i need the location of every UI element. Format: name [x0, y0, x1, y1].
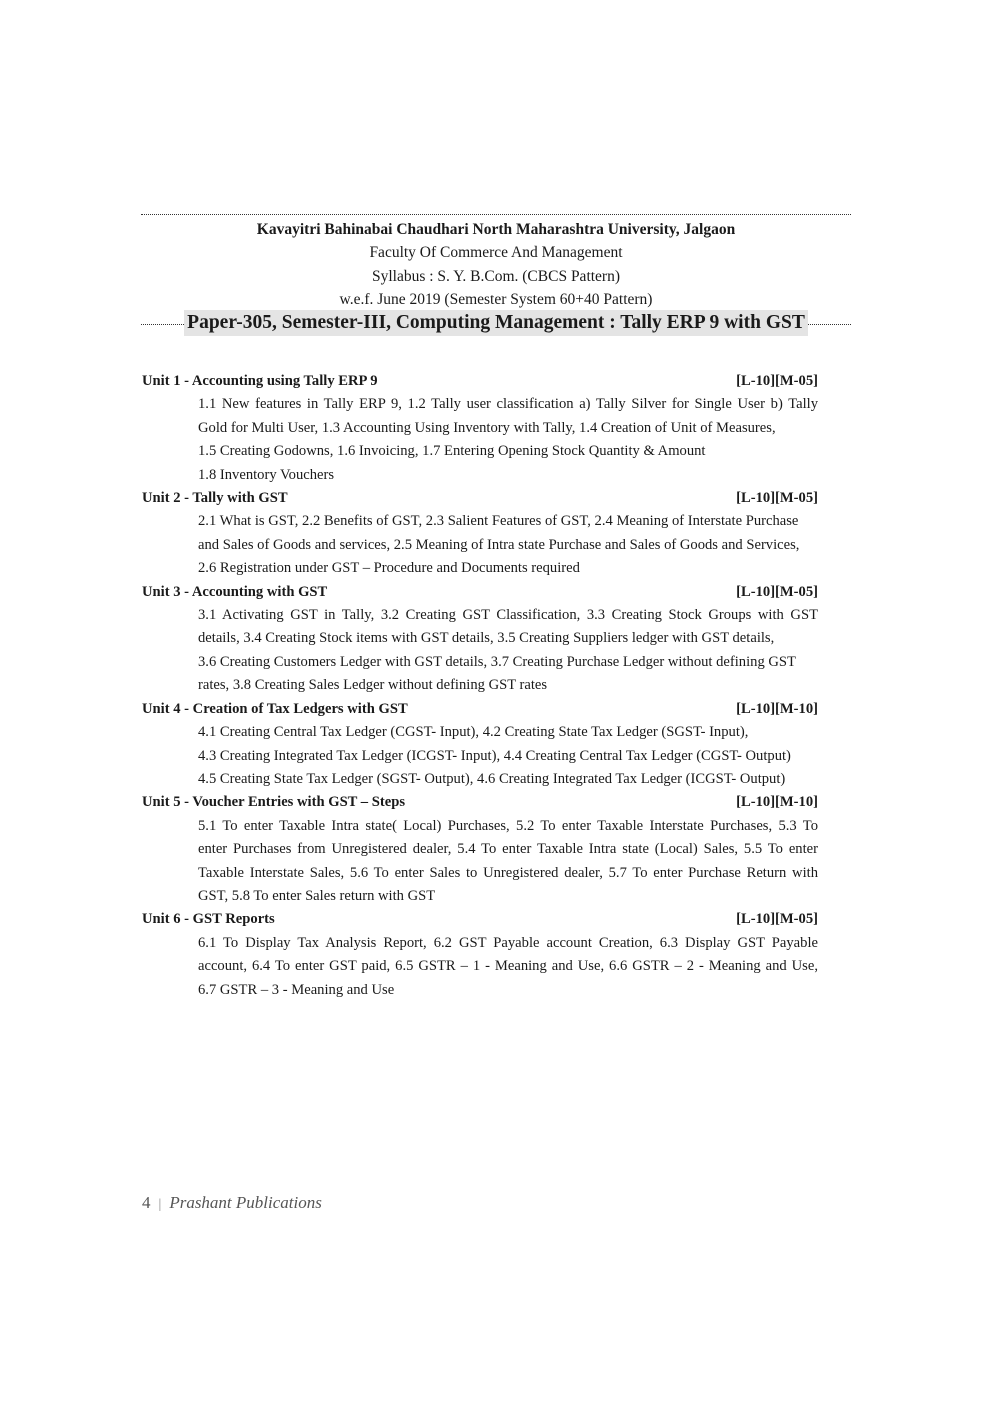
- unit-heading: [142, 370, 818, 393]
- unit-line: and Sales of Goods and services, 2.5 Meaning of Intra state Purchase and Sales of Goods and Services,: [198, 536, 800, 553]
- paper-title-row: [141, 309, 851, 337]
- unit-3: [142, 581, 818, 698]
- top-dotted-rule: [141, 214, 851, 215]
- footer-separator: |: [158, 1197, 162, 1212]
- unit-line: 1.5 Creating Godowns, 1.6 Invoicing, 1.7 Entering Opening Stock Quantity & Amount: [198, 443, 706, 460]
- unit-title: Unit 5 - Voucher Entries with GST – Steps: [142, 794, 406, 811]
- unit-line: details, 3.4 Creating Stock items with GST details, 3.5 Creating Suppliers ledger with GST details,: [198, 630, 775, 647]
- unit-content: [142, 604, 818, 698]
- unit-title: Unit 1 - Accounting using Tally ERP 9: [142, 373, 378, 389]
- unit-line: 6.1 To Display Tax Analysis Report, 6.2 GST Payable account Creation, 6.3 Display GST Payable: [198, 934, 818, 951]
- syllabus-header: [141, 218, 851, 311]
- unit-content: [142, 510, 818, 580]
- unit-line: 5.1 To enter Taxable Intra state( Local) Purchases, 5.2 To enter Taxable Interstate Purchases, 5.3 To: [198, 817, 818, 834]
- unit-marks: [L-10][M-05]: [736, 583, 818, 600]
- unit-line: GST, 5.8 To enter Sales return with GST: [198, 887, 436, 904]
- syllabus-line: Syllabus : S. Y. B.Com. (CBCS Pattern): [371, 267, 621, 285]
- unit-title: Unit 3 - Accounting with GST: [142, 583, 328, 600]
- page-number: 4: [142, 1193, 151, 1212]
- left-dotted-leader: [141, 324, 184, 325]
- unit-heading: [142, 487, 818, 510]
- unit-line: 6.7 GSTR – 3 - Meaning and Use: [198, 981, 395, 998]
- unit-1: [142, 370, 818, 487]
- paper-title: Paper-305, Semester-III, Computing Management : Tally ERP 9 with GST: [184, 310, 808, 336]
- unit-heading: [142, 908, 818, 931]
- unit-marks: [L-10][M-05]: [736, 373, 818, 389]
- unit-marks: [L-10][M-05]: [736, 490, 818, 507]
- unit-line: 3.1 Activating GST in Tally, 3.2 Creating GST Classification, 3.3 Creating Stock Groups with GST: [198, 607, 818, 624]
- unit-line: 4.5 Creating State Tax Ledger (SGST- Output), 4.6 Creating Integrated Tax Ledger (ICGST- Output): [198, 770, 786, 787]
- units-list: [142, 370, 818, 1002]
- unit-title: Unit 2 - Tally with GST: [142, 490, 288, 507]
- wef-line: w.e.f. June 2019 (Semester System 60+40 Pattern): [339, 290, 653, 308]
- unit-marks: [L-10][M-05]: [736, 911, 818, 928]
- unit-title: Unit 4 - Creation of Tax Ledgers with GST: [142, 700, 408, 717]
- unit-heading: [142, 581, 818, 604]
- unit-line: 4.1 Creating Central Tax Ledger (CGST- Input), 4.2 Creating State Tax Ledger (SGST- Input),: [198, 724, 749, 741]
- publisher-name: Prashant Publications: [169, 1193, 322, 1212]
- page-footer: [142, 1193, 322, 1213]
- unit-line: enter Purchases from Unregistered dealer, 5.4 To enter Taxable Intra state (Local) Sales, 5.5 To enter: [198, 841, 818, 858]
- university-name: Kavayitri Bahinabai Chaudhari North Maharashtra University, Jalgaon: [256, 221, 736, 238]
- unit-line: 2.1 What is GST, 2.2 Benefits of GST, 2.3 Salient Features of GST, 2.4 Meaning of Interstate Purchase: [198, 513, 799, 530]
- faculty-name: Faculty Of Commerce And Management: [369, 244, 623, 262]
- unit-content: [142, 393, 818, 487]
- unit-content: [142, 815, 818, 909]
- right-dotted-leader: [808, 324, 851, 325]
- unit-5: [142, 791, 818, 908]
- unit-line: 1.8 Inventory Vouchers: [198, 466, 335, 483]
- unit-heading: [142, 791, 818, 814]
- unit-marks: [L-10][M-10]: [736, 794, 818, 811]
- unit-content: [142, 932, 818, 1002]
- unit-title: Unit 6 - GST Reports: [142, 911, 275, 928]
- unit-line: 1.1 New features in Tally ERP 9, 1.2 Tally user classification a) Tally Silver for Single User b) Tally: [198, 396, 818, 413]
- unit-line: 4.3 Creating Integrated Tax Ledger (ICGST- Input), 4.4 Creating Central Tax Ledger (CGST- Output): [198, 747, 791, 764]
- unit-line: account, 6.4 To enter GST paid, 6.5 GSTR – 1 - Meaning and Use, 6.6 GSTR – 2 - Meaning and Use,: [198, 958, 818, 975]
- unit-line: 3.6 Creating Customers Ledger with GST details, 3.7 Creating Purchase Ledger without defining GST: [198, 653, 796, 670]
- unit-4: [142, 698, 818, 792]
- unit-line: 2.6 Registration under GST – Procedure and Documents required: [198, 560, 580, 577]
- unit-content: [142, 721, 818, 791]
- unit-line: Gold for Multi User, 1.3 Accounting Using Inventory with Tally, 1.4 Creation of Unit of Measures,: [198, 419, 776, 436]
- unit-6: [142, 908, 818, 1002]
- unit-line: Taxable Interstate Sales, 5.6 To enter Sales to Unregistered dealer, 5.7 To enter Purchase Return with: [198, 864, 818, 881]
- unit-line: rates, 3.8 Creating Sales Ledger without defining GST rates: [198, 677, 548, 694]
- unit-marks: [L-10][M-10]: [736, 700, 818, 717]
- unit-2: [142, 487, 818, 581]
- unit-heading: [142, 698, 818, 721]
